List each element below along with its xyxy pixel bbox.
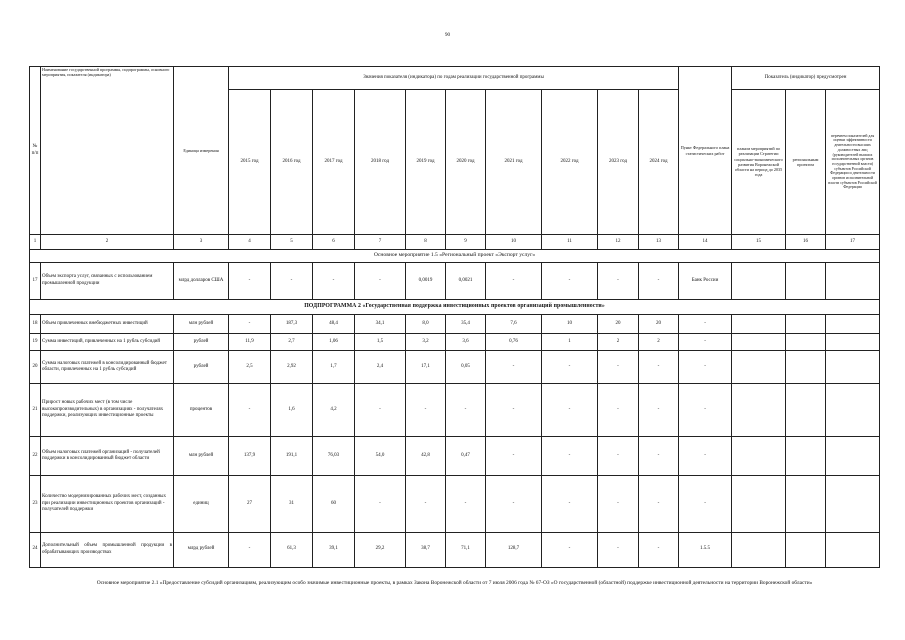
empty-cell [732,315,786,333]
header-year: 2019 год [406,89,446,235]
row-number: 21 [30,384,41,437]
source-cell: - [679,351,732,384]
value-cell: 0,47 [446,437,486,476]
value-cell: 39,1 [313,532,355,567]
empty-cell [786,262,826,299]
value-cell: 29,2 [355,532,406,567]
value-cell: 128,7 [486,532,542,567]
unit-cell: млн рублей [174,437,229,476]
empty-cell [732,333,786,350]
value-cell: 1 [542,333,598,350]
value-cell: 54,0 [355,437,406,476]
unit-cell: млн рублей [174,315,229,333]
footer-row [30,567,880,596]
table-row [30,351,880,384]
indicator-name: Сумма налоговых платежей в консолидированный бюджет области, привлеченных на 1 рубль субсидий [41,351,174,384]
unit-cell: млрд долларов США [174,262,229,299]
empty-cell [826,333,880,350]
value-cell: 1,7 [313,351,355,384]
empty-cell [786,351,826,384]
value-cell: - [406,476,446,532]
value-cell: - [598,437,639,476]
value-cell: - [639,351,679,384]
empty-cell [732,437,786,476]
value-cell: 76,03 [313,437,355,476]
col-number: 13 [639,235,679,249]
value-cell: 8,0 [406,315,446,333]
value-cell: 20 [598,315,639,333]
value-cell: 0,0019 [406,262,446,299]
value-cell: - [486,384,542,437]
value-cell: - [542,384,598,437]
value-cell: - [229,532,271,567]
value-cell: - [486,262,542,299]
value-cell: - [542,476,598,532]
col-number: 14 [679,235,732,249]
col-number: 4 [229,235,271,249]
col-number: 2 [41,235,174,249]
value-cell: 0,0021 [446,262,486,299]
source-cell: - [679,384,732,437]
col-number: 11 [542,235,598,249]
row-number: 22 [30,437,41,476]
col-number: 10 [486,235,542,249]
value-cell: 0,76 [486,333,542,350]
table-row [30,532,880,567]
value-cell: 61,3 [271,532,313,567]
value-cell: 71,1 [446,532,486,567]
value-cell: - [229,384,271,437]
indicator-name: Объем налоговых платежей организаций - получателей поддержки в консолидированный бюджет области [41,437,174,476]
value-cell: 7,6 [486,315,542,333]
value-cell: - [598,262,639,299]
col-number: 8 [406,235,446,249]
source-cell: - [679,437,732,476]
header-year: 2017 год [313,89,355,235]
header-year: 2015 год [229,89,271,235]
value-cell: 27 [229,476,271,532]
value-cell: - [355,384,406,437]
empty-cell [786,532,826,567]
indicator-name: Дополнительный объем промышленной продукции в обрабатывающих производствах [41,532,174,567]
col-number: 12 [598,235,639,249]
empty-cell [786,333,826,350]
empty-cell [786,437,826,476]
empty-cell [732,351,786,384]
table-row [30,315,880,333]
unit-cell: млрд рублей [174,532,229,567]
row-number: 23 [30,476,41,532]
empty-cell [786,476,826,532]
subprogram-row [30,299,880,314]
value-cell: - [486,351,542,384]
value-cell: 38,7 [406,532,446,567]
empty-cell [732,384,786,437]
value-cell: - [542,532,598,567]
row-number: 18 [30,315,41,333]
table-row [30,384,880,437]
empty-cell [732,262,786,299]
value-cell: - [486,437,542,476]
unit-cell: рублей [174,333,229,350]
header-strategy-plan: планом мероприятий по реализации Стратегии социально-экономического развития Воронежской области на период до 2035 года [732,89,786,235]
unit-cell: процентов [174,384,229,437]
value-cell: 34,1 [355,315,406,333]
indicator-name: Сумма инвестиций, привлеченных на 1 рубль субсидий [41,333,174,350]
footer-note: Основное мероприятие 2.1 «Предоставление субсидий организациям, реализующим особо значимые инвестиционные проекты, в рамках Закона Воронежской области от 7 июля 2006 года № 67-ОЗ «О государственной (областной) поддержке инвестиционной деятельности на территории Воронежской области» [96,580,813,587]
value-cell: - [446,476,486,532]
empty-cell [732,476,786,532]
value-cell: - [229,315,271,333]
value-cell: - [355,262,406,299]
col-number: 16 [786,235,826,249]
header-year: 2023 год [598,89,639,235]
header-year: 2018 год [355,89,406,235]
value-cell: 137,9 [229,437,271,476]
page-number: 90 [445,33,450,38]
row-number: 24 [30,532,41,567]
section-title-1-5: Основное мероприятие 1.5 «Региональный проект «Экспорт услуг» [30,249,880,262]
value-cell: - [271,262,313,299]
value-cell: - [486,476,542,532]
col-number: 9 [446,235,486,249]
value-cell: - [542,262,598,299]
row-number: 20 [30,351,41,384]
source-cell: - [679,476,732,532]
empty-cell [826,315,880,333]
header-row-1 [30,67,880,90]
source-cell: - [679,333,732,350]
table-row [30,262,880,299]
empty-cell [826,262,880,299]
empty-cell [786,384,826,437]
header-unit: Единица измерения [174,67,229,235]
header-values: Значения показателя (индикатора) по годам реализации государственной программы [229,67,679,90]
value-cell: 191,1 [271,437,313,476]
value-cell: - [355,476,406,532]
indicator-name: Объем привлеченных внебюджетных инвестиций [41,315,174,333]
table-row [30,476,880,532]
value-cell: 11,9 [229,333,271,350]
indicator-name: Прирост новых рабочих мест (в том числе высокопроизводительных) в организациях - получателях поддержки, реализующих инвестиционные проекты [41,384,174,437]
header-efficiency-list: перечнем показателей для оценки эффективности деятельности высших должностных лиц (руководителей высших исполнительных органов государственной власти) субъектов Российской Федерации и деятельности органов исполнительной власти субъектов Российской Федерации [826,89,880,235]
header-year: 2016 год [271,89,313,235]
value-cell: - [639,384,679,437]
value-cell: 4,2 [313,384,355,437]
value-cell: - [598,384,639,437]
value-cell: 20 [639,315,679,333]
header-indicator: Показатель (индикатор) предусмотрен [732,67,880,90]
value-cell: - [446,384,486,437]
subprogram-title: ПОДПРОГРАММА 2 «Государственная поддержка инвестиционных проектов организаций промышленности» [30,299,880,314]
indicator-name: Количество модернизированных рабочих мест, созданных при реализации инвестиционных проектов организаций - получателей поддержки [41,476,174,532]
indicators-table [29,66,880,596]
value-cell: 2,5 [229,351,271,384]
value-cell: 1,5 [355,333,406,350]
value-cell: 2 [639,333,679,350]
value-cell: 3,2 [406,333,446,350]
column-number-row [30,235,880,249]
header-source: Пункт Федерального плана статистических работ [679,67,732,235]
row-number: 19 [30,333,41,350]
value-cell: 48,4 [313,315,355,333]
value-cell: - [598,532,639,567]
header-year: 2024 год [639,89,679,235]
empty-cell [826,384,880,437]
header-num: № п/п [30,67,41,235]
value-cell: 1,6 [271,384,313,437]
value-cell: - [639,476,679,532]
source-cell: Банк России [679,262,732,299]
value-cell: - [639,437,679,476]
col-number: 15 [732,235,786,249]
empty-cell [826,476,880,532]
col-number: 3 [174,235,229,249]
empty-cell [826,437,880,476]
value-cell: 0,05 [446,351,486,384]
value-cell: 60 [313,476,355,532]
indicator-name: Объем экспорта услуг, связанных с использованием промышленной продукции [41,262,174,299]
value-cell: 2,4 [355,351,406,384]
empty-cell [786,315,826,333]
value-cell: - [639,532,679,567]
table-row [30,333,880,350]
col-number: 1 [30,235,41,249]
empty-cell [826,351,880,384]
value-cell: - [598,476,639,532]
unit-cell: единиц [174,476,229,532]
table-row [30,437,880,476]
value-cell: - [598,351,639,384]
value-cell: 31 [271,476,313,532]
header-year: 2021 год [486,89,542,235]
value-cell: - [542,351,598,384]
value-cell: - [229,262,271,299]
value-cell: - [542,437,598,476]
value-cell: 42,8 [406,437,446,476]
header-name: Наименование государственной программы, подпрограммы, основного мероприятия, показателя (индикатора) [41,67,174,235]
col-number: 6 [313,235,355,249]
value-cell: 2 [598,333,639,350]
value-cell: 2,7 [271,333,313,350]
row-number: 17 [30,262,41,299]
value-cell: 3,6 [446,333,486,350]
value-cell: 2,92 [271,351,313,384]
unit-cell: рублей [174,351,229,384]
header-year: 2022 год [542,89,598,235]
col-number: 5 [271,235,313,249]
col-number: 7 [355,235,406,249]
value-cell: - [313,262,355,299]
header-regional-project: региональным проектом [786,89,826,235]
section-row [30,249,880,262]
header-year: 2020 год [446,89,486,235]
value-cell: 35,4 [446,315,486,333]
col-number: 17 [826,235,880,249]
value-cell: 17,1 [406,351,446,384]
source-cell: - [679,315,732,333]
empty-cell [826,532,880,567]
value-cell: 1,06 [313,333,355,350]
source-cell: 1.5.5 [679,532,732,567]
value-cell: - [639,262,679,299]
value-cell: - [406,384,446,437]
empty-cell [732,532,786,567]
value-cell: 187,3 [271,315,313,333]
value-cell: 10 [542,315,598,333]
